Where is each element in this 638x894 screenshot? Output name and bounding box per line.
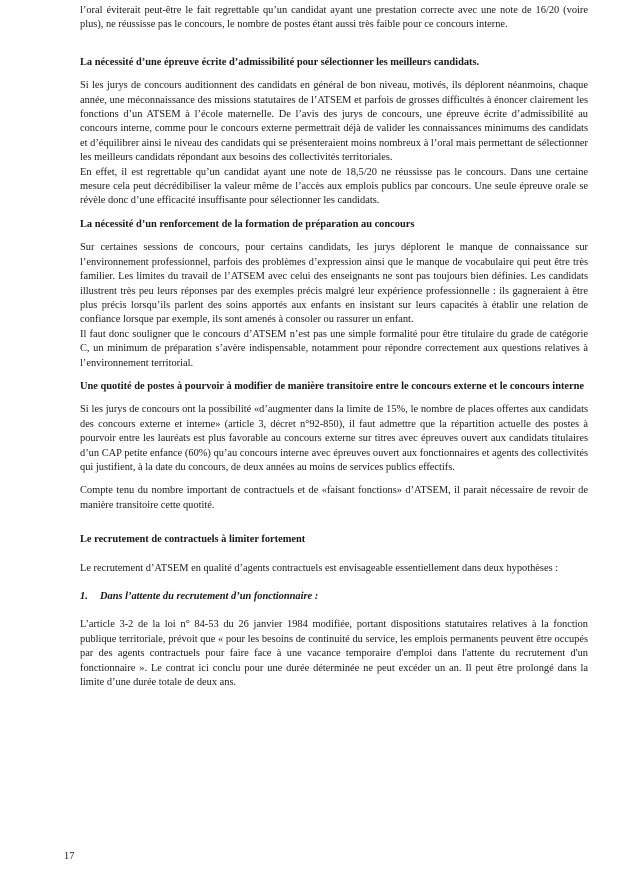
quota-paragraph-1: Si les jurys de concours ont la possibilité «d’augmenter dans la limite de 15%, le nombre de places offertes aux candidats des concours externe et interne» (article 3, décret n°92-850), il faut admettre que la répartition actuelle des postes à pourvoir entre les lauréats est plus favorable au concours externe sur titres avec épreuves ouvert aux candidats titulaires d’un CAP petite enfance (60%) qu’au concours interne avec épreuves ouvert aux fonctionnaires et agents des collectivités qui justifient, à la date du concours, de deux années au moins de services publics effectifs.: [80, 404, 588, 473]
section-heading-contractuals: Le recrutement de contractuels à limiter fortement: [80, 534, 306, 546]
admissibility-paragraph-1: Si les jurys de concours auditionnent des candidats en général de bon niveau, motivés, ils déplorent néanmoins, chaque année, une méconnaissance des missions statutaires de l’ATSEM et parfois de grosses difficultés à énoncer clairement les fonctions d’un ATSEM à l’école maternelle. De l’avis des jurys de concours, une épreuve écrite d’admissibilité au concours interne, comme pour le concours externe permettrait déjà de valider les connaissances minimums des candidats et d’équilibrer ainsi le niveau des candidats qui se présenteraient moins nombreux à l’oral mais permettant de sélectionner les meilleurs candidats répondant aux besoins des collectivités territoriales.: [80, 80, 588, 164]
admissibility-paragraph-2: En effet, il est regrettable qu’un candidat ayant une note de 18,5/20 ne réussisse pas le concours. Dans une certaine mesure cela peut décrédibiliser la valeur même de l’accès aux emplois publics par concours. Une seule épreuve orale se révèle donc d’une efficacité insuffisante pour sélectionner les candidats.: [80, 166, 588, 207]
page-content: [80, 4, 588, 690]
article-paragraph: L’article 3-2 de la loi n° 84-53 du 26 janvier 1984 modifiée, portant dispositions statutaires relatives à la fonction publique territoriale, prévoit que « pour les besoins de continuité du service, les emplois permanents peuvent être occupés par des agents contractuels pour faire face à une vacance temporaire d'emploi dans l'attente du recrutement d'un fonctionnaire ». Le contrat ici conclu pour une durée déterminée ne peut excéder un an. Il peut être prolongé dans la limite d’une durée totale de deux ans.: [80, 619, 588, 689]
quota-paragraph-2: Compte tenu du nombre important de contractuels et de «faisant fonctions» d’ATSEM, il parait nécessaire de revoir de manière transitoire cette quotité.: [80, 485, 588, 511]
training-paragraph-2: Il faut donc souligner que le concours d’ATSEM n’est pas une simple formalité pour être titulaire du grade de catégorie C, un minimum de préparation s’avère indispensable, notamment pour répondre correctement aux questions relatives à l’environnement territorial.: [80, 328, 588, 369]
numbered-item-number: 1.: [80, 591, 88, 602]
page-number: 17: [64, 851, 75, 862]
contractuals-paragraph: Le recrutement d’ATSEM en qualité d’agents contractuels est envisageable essentiellement dans deux hypothèses :: [80, 562, 559, 574]
section-heading-training: La nécessité d’un renforcement de la formation de préparation au concours: [80, 218, 415, 230]
section-heading-quota: Une quotité de postes à pourvoir à modifier de manière transitoire entre le concours externe et le concours interne: [80, 380, 585, 392]
numbered-item-title: Dans l’attente du recrutement d’un fonctionnaire :: [100, 591, 319, 602]
training-paragraph-1: Sur certaines sessions de concours, pour certains candidats, les jurys déplorent le manque de connaissance sur l’environnement professionnel, parfois des problèmes d’expression ainsi que le manque de vocabulaire qui peut être très familier. Les limites du travail de l’ATSEM avec celui des enseignants ne sont pas toujours bien définies. Les candidats illustrent très peu leurs réponses par des exemples précis malgré leur expérience professionnelle : ils gagneraient à être plus précis lorsqu’ils parlent des soins apportés aux enfants en insistant sur leurs capacités à établir une relation de confiance lorsque par exemple, ils sont amenés à consoler ou rassurer un enfant.: [80, 242, 588, 326]
numbered-item-1: [80, 590, 588, 604]
intro-paragraph: l’oral éviterait peut-être le fait regrettable qu’un candidat ayant une prestation correcte avec une note de 16/20 (voire plus), ne réussisse pas le concours, le nombre de postes étant aussi très faible pour ce concours interne.: [80, 5, 588, 31]
section-heading-admissibility: La nécessité d’une épreuve écrite d’admissibilité pour sélectionner les meilleurs candidats.: [80, 56, 480, 68]
